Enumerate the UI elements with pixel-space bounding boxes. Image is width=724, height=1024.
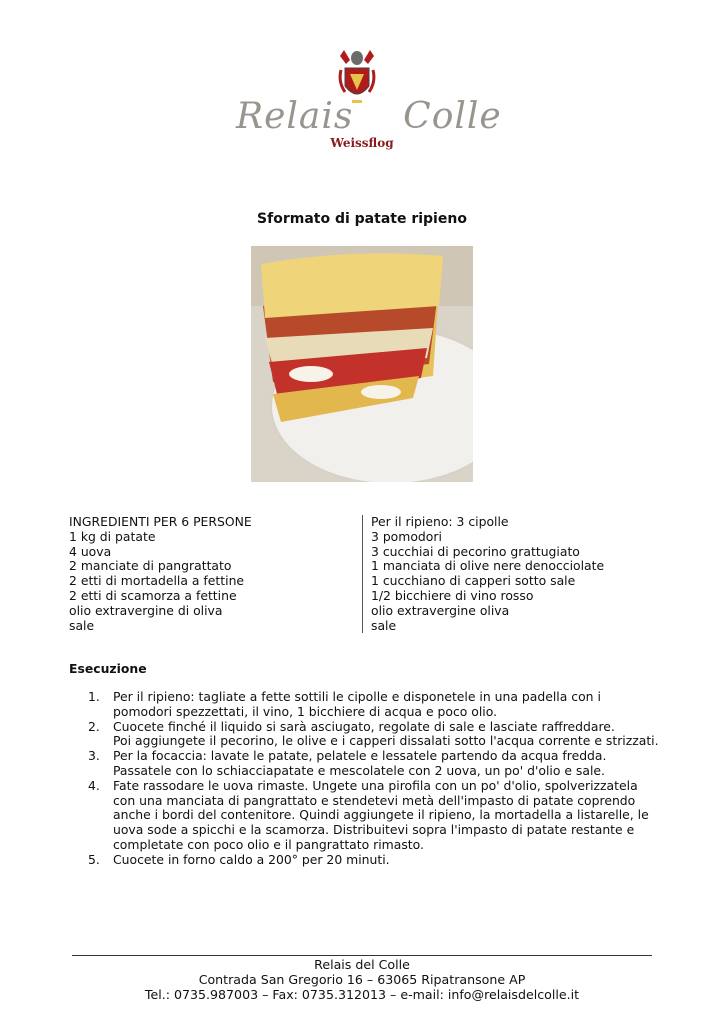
footer-divider: [72, 955, 652, 956]
ingredient-line: sale: [371, 617, 397, 633]
step-line: Passatele con lo schiacciapatate e mescolatele con 2 uova, un po' d'olio e sale.: [113, 762, 605, 778]
ingredient-line: 3 pomodori: [371, 528, 442, 544]
step-line: Cuocete finché il liquido si sarà asciugato, regolate di sale e lasciate raffreddare.: [113, 718, 615, 734]
footer-address: Contrada San Gregorio 16 – 63065 Ripatransone AP: [198, 972, 526, 988]
ingredient-line: sale: [69, 617, 95, 633]
steps-list: [88, 690, 668, 868]
step-number: 3.: [88, 748, 100, 764]
ingredients-section: [69, 515, 669, 633]
step-number: 4.: [88, 777, 100, 793]
ingredient-line: 1 manciata di olive nere denocciolate: [371, 558, 605, 574]
step-line: Poi aggiungete il pecorino, le olive e i capperi dissalati sotto l'acqua corrente e strizzati.: [113, 733, 659, 749]
ingredient-line: INGREDIENTI PER 6 PERSONE: [69, 514, 252, 529]
footer-name: Relais del Colle: [314, 957, 410, 972]
logo-script-text: Relais Colle: [236, 96, 502, 137]
ingredients-list-filling: [371, 515, 669, 633]
ingredient-line: Per il ripieno: 3 cipolle: [371, 514, 509, 529]
ingredient-line: 3 cucchiai di pecorino grattugiato: [371, 543, 580, 559]
recipe-title: Sformato di patate ripieno: [257, 211, 467, 227]
step-number: 2.: [88, 718, 100, 734]
step-item: [88, 853, 668, 868]
step-line: Cuocete in forno caldo a 200° per 20 minuti.: [113, 851, 390, 867]
ingredient-line: 2 manciate di pangrattato: [69, 558, 232, 574]
column-divider: [362, 515, 363, 633]
step-line: Fate rassodare le uova rimaste. Ungete una pirofila con un po' d'olio, spolverizzatela: [113, 777, 638, 793]
step-line: pomodori spezzettati, il vino, 1 bicchiere di acqua e poco olio.: [113, 703, 498, 719]
ingredient-line: olio extravergine oliva: [371, 602, 510, 618]
section-heading-execution: Esecuzione: [69, 661, 147, 676]
step-line: con una manciata di pangrattato e stendetevi metà dell'impasto di patate coprendo: [113, 792, 636, 808]
ingredient-line: 2 etti di mortadella a fettine: [69, 573, 245, 589]
step-number: 5.: [88, 851, 100, 867]
footer: [0, 957, 724, 1003]
dish-photo: [251, 246, 473, 482]
relais-del-colle-logo: [236, 44, 502, 160]
ingredient-line: 2 etti di scamorza a fettine: [69, 587, 237, 603]
ingredient-line: olio extravergine di oliva: [69, 602, 223, 618]
ingredient-line: 1 cucchiano di capperi sotto sale: [371, 573, 576, 589]
ingredient-line: 1 kg di patate: [69, 528, 156, 544]
step-item: [88, 779, 668, 853]
footer-contacts: Tel.: 0735.987003 – Fax: 0735.312013 – e-mail: info@relaisdelcolle.it: [144, 987, 580, 1003]
step-line: Per il ripieno: tagliate a fette sottili le cipolle e disponetele in una padella con i: [113, 689, 601, 704]
step-line: anche i bordi del contenitore. Quindi aggiungete il ripieno, la mortadella a listarelle, le: [113, 807, 649, 823]
ingredient-line: 1/2 bicchiere di vino rosso: [371, 587, 534, 603]
ingredients-list-main: [69, 515, 359, 633]
step-line: Per la focaccia: lavate le patate, pelatele e lessatele partendo da acqua fredda.: [113, 748, 607, 764]
step-line: completate con poco olio e il pangrattato rimasto.: [113, 836, 424, 852]
step-item: [88, 720, 668, 750]
ingredient-line: 4 uova: [69, 543, 112, 559]
step-number: 1.: [88, 689, 100, 704]
step-item: [88, 749, 668, 779]
brand-mark: Weissflog: [330, 136, 394, 150]
step-item: [88, 690, 668, 720]
step-line: uova sode a spicchi e la scamorza. Distribuitevi sopra l'impasto di patate restante e: [113, 822, 635, 838]
